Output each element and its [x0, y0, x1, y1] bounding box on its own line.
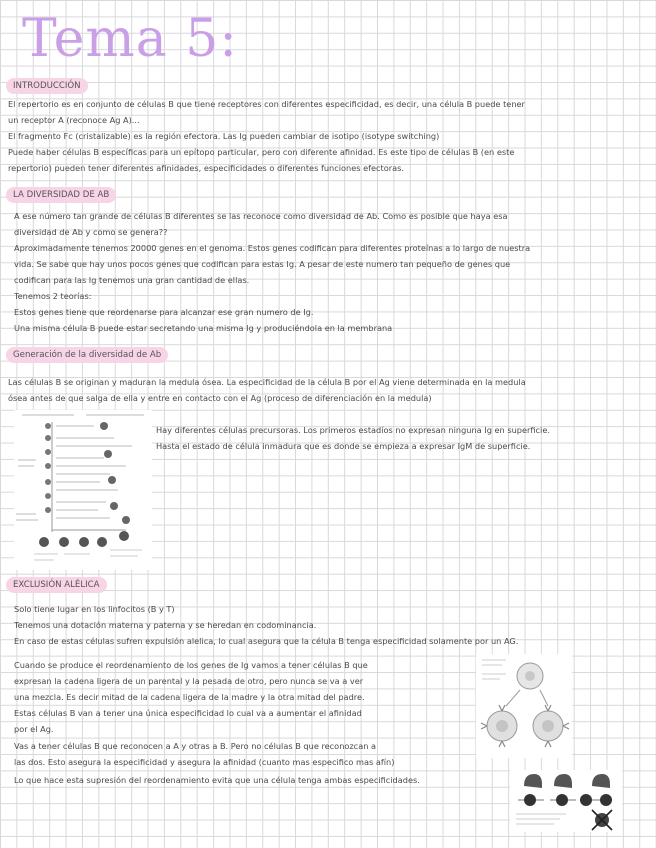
exclusion-line-1: Solo tiene lugar en los linfocitos (B y T) [14, 604, 175, 614]
exclusion-body-line-8: Lo que hace esta supresión del reordenamiento evita que una célula tenga ambas especificidades. [14, 775, 420, 785]
generation-line-1: Las células B se originan y maduran la medula ósea. La especificidad de la célula B por el Ag viene determinada en la medula [8, 377, 526, 387]
exclusion-body-line-4: Estas células B van a tener una única especificidad lo cual va a aumentar el afinidad [14, 708, 362, 718]
generation-side-line-1: Hay diferentes células precursoras. Los primeros estadíos no expresan ninguna Ig en superficie. [156, 425, 550, 435]
specificity-figure [510, 770, 622, 832]
exclusion-body-line-6: Vas a tener células B que reconocen a A y otras a B. Pero no células B que reconozcan a [14, 741, 377, 751]
diversity-line-2: diversidad de Ab y como se genera?? [14, 227, 168, 237]
b-cell-development-diagram [14, 410, 152, 570]
exclusion-line-2: Tenemos una dotación materna y paterna y se heredan en codominancia. [14, 620, 317, 630]
generation-line-2: ósea antes de que salga de ella y entre en contacto con el Ag (proceso de diferenciación en la medula) [8, 393, 432, 403]
generation-side-line-2: Hasta el estado de célula inmadura que es donde se empieza a expresar IgM de superficie. [156, 441, 531, 451]
section-heading-exclusion: EXCLUSIÓN ALÉLICA [6, 577, 107, 593]
section-heading-diversity: LA DIVERSIDAD DE AB [6, 187, 116, 203]
intro-line-4: Puede haber células B específicas para un epítopo particular, pero con diferente afinidad. Es este tipo de células B (en este [8, 147, 515, 157]
diversity-line-8: Una misma célula B puede estar secretando una misma Ig y produciéndola en la membrana [14, 323, 393, 333]
intro-line-3: El fragmento Fc (cristalizable) es la región efectora. Las Ig pueden cambiar de isotipo (isotype switching) [8, 131, 440, 141]
intro-line-5: repertorio) pueden tener diferentes afinidades, especificidades o diferentes funciones efectoras. [8, 163, 405, 173]
diversity-line-5: codifican para las Ig tenemos una gran cantidad de ellas. [14, 275, 250, 285]
intro-line-2: un receptor A (reconoce Ag A)... [8, 115, 140, 125]
section-heading-intro: INTRODUCCIÓN [6, 78, 88, 94]
page-title: Tema 5: [22, 9, 238, 69]
diversity-line-6: Tenemos 2 teorías: [14, 291, 92, 301]
specificity-diagram [510, 770, 622, 832]
b-cell-development-figure [14, 410, 152, 570]
intro-line-1: El repertorio es en conjunto de células B que tiene receptores con diferentes especificidad, es decir, una célula B puede tener [8, 99, 525, 109]
exclusion-body-line-1: Cuando se produce el reordenamiento de los genes de Ig vamos a tener células B que [14, 660, 368, 670]
diversity-line-3: Aproximadamente tenemos 20000 genes en el genoma. Estos genes codifican para diferentes proteínas a lo largo de nuestra [14, 243, 531, 253]
allelic-exclusion-figure [476, 654, 572, 758]
exclusion-body-line-2: expresan la cadena ligera de un parental y la pesada de otro, pero nunca se va a ver [14, 676, 364, 686]
exclusion-body-line-3: una mezcla. Es decir mitad de la cadena ligera de la madre y la otra mitad del padre. [14, 692, 365, 702]
exclusion-body-line-7: las dos. Esto asegura la especificidad y asegura la afinidad (cuanto mas especifico mas afín) [14, 757, 395, 767]
allelic-exclusion-diagram [476, 654, 572, 758]
section-heading-generation: Generación de la diversidad de Ab [6, 347, 168, 363]
diversity-line-7: Estos genes tiene que reordenarse para alcanzar ese gran numero de Ig. [14, 307, 314, 317]
diversity-line-1: A ese número tan grande de células B diferentes se las reconoce como diversidad de Ab. Como es posible que haya esa [14, 211, 508, 221]
diversity-line-4: vida. Se sabe que hay unos pocos genes que codifican para estas Ig. A pesar de este numero tan pequeño de genes que [14, 259, 511, 269]
exclusion-body-line-5: por el Ag. [14, 724, 54, 734]
exclusion-line-3: En caso de estas células sufren expulsión alelica, lo cual asegura que la célula B tenga especificidad solamente por un AG. [14, 636, 519, 646]
